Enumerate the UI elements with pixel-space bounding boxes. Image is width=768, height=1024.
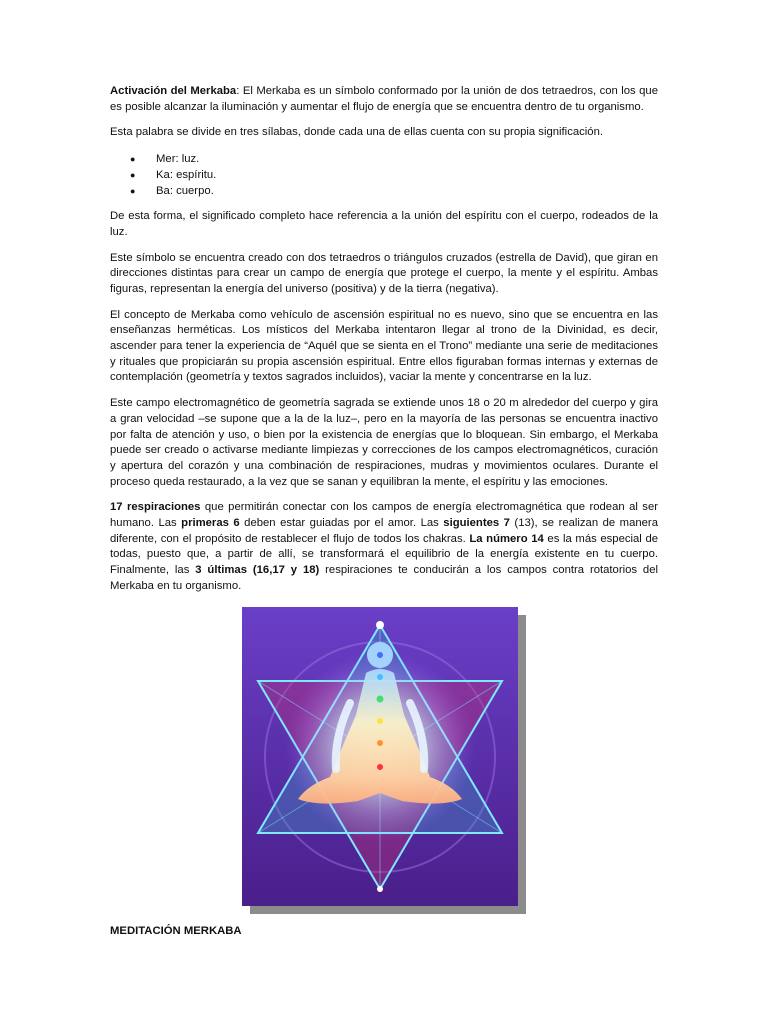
chakra-throat: [377, 674, 383, 680]
chakra-sacral: [377, 740, 383, 746]
symbol-paragraph: Este símbolo se encuentra creado con dos tetraedros o triángulos cruzados (estrella de David), que giran en direcciones distintas para crear un campo de energía que protege el cuerpo, la mente y el espíritu. Ambas figuras, representan la energía del universo (positiva) y de la tierra (negativa).: [110, 251, 658, 295]
chakra-heart: [377, 696, 384, 703]
intro-paragraph: Activación del Merkaba: El Merkaba es un símbolo conformado por la unión de dos tetraedros, con los que es posible alcanzar la iluminación y aumentar el flujo de energía que se encuentra dentro de tu organismo.: [110, 85, 658, 113]
merkaba-illustration: [242, 607, 518, 906]
document-body: [110, 84, 658, 605]
list-item: ● Ba: cuerpo.: [130, 185, 214, 198]
caption-meditacion: MEDITACIÓN MERKABA: [110, 925, 242, 937]
breathing-paragraph: 17 respiraciones que permitirán conectar con los campos de energía electromagnética que rodean al ser humano. Las primeras 6 deben estar guiadas por el amor. Las siguientes 7 (13), se realizan de manera diferente, con el propósito de restablecer el flujo de todos los chakras. La número 14 es la más especial de todas, puesto que, a partir de allí, se transformará el equilibrio de la energía existente en tu cuerpo. Finalmente, las 3 últimas (16,17 y 18) respiraciones te conducirán a los campos contra rotatorios del Merkaba en tu organismo.: [110, 501, 659, 592]
list-item: ● Mer: luz.: [130, 153, 200, 166]
chakra-solar: [377, 718, 383, 724]
heading-activacion: Activación del Merkaba: [110, 85, 237, 97]
concept-paragraph: El concepto de Merkaba como vehículo de ascensión espiritual no es nuevo, sino que se encuentra en las enseñanzas herméticas. Los místicos del Merkaba intentaron llegar al trono de la Divinidad, es decir, ascender para tener la experiencia de “Aquél que se sienta en el Trono” mediante una serie de meditaciones y rituales que propiciarán su propia ascensión espiritual. Entre ellos figuraban formas internas y externas de contemplación (geometría y textos sagrados incluidos), vaciar la mente y concentrarse en la luz.: [110, 308, 658, 384]
chakra-root: [377, 764, 383, 770]
merkaba-figure: [242, 607, 526, 914]
crown-star: [376, 621, 384, 629]
bullet-icon: ●: [130, 170, 136, 181]
bullet-icon: ●: [130, 154, 136, 165]
chakra-crown: [377, 652, 383, 658]
syllable-list: [110, 151, 658, 199]
field-paragraph: Este campo electromagnético de geometría sagrada se extiende unos 18 o 20 m alrededor del cuerpo y gira a gran velocidad –se supone que a la de la luz–, pero en la mayoría de las personas se encuentra inactivo por falta de atención y uso, o bien por la existencia de energías que lo bloquean. Sin embargo, el Merkaba puede ser creado o activarse mediante limpiezas y correcciones de los campos electromagnéticos, curación y apertura del corazón y una combinación de respiraciones, mudras y movimientos oculares. Durante el proceso queda restaurado, a la vez que se sanan y equilibran la mente, el espíritu y las emociones.: [110, 397, 658, 488]
syllables-intro: Esta palabra se divide en tres sílabas, donde cada una de ellas cuenta con su propia significación.: [110, 126, 603, 139]
meaning-paragraph: De esta forma, el significado completo hace referencia a la unión del espíritu con el cuerpo, rodeados de la luz.: [110, 210, 658, 238]
list-item: ● Ka: espíritu.: [130, 169, 217, 182]
base-star: [377, 886, 383, 892]
bullet-icon: ●: [130, 186, 136, 197]
